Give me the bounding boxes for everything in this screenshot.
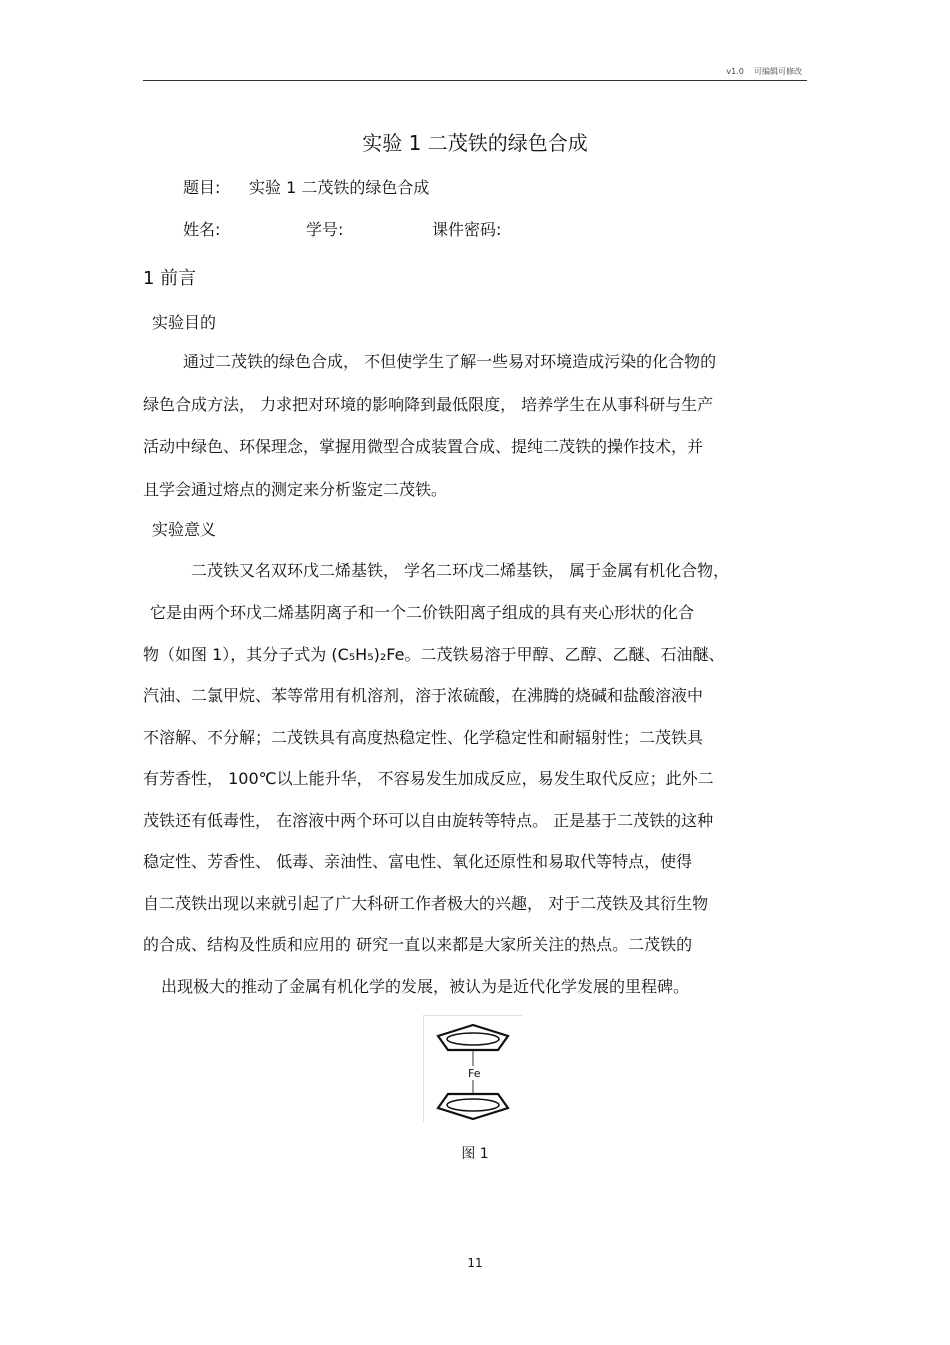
meaning-line-9: 自二茂铁出现以来就引起了广大科研工作者极大的兴趣， 对于二茂铁及其衍生物 [143, 894, 709, 913]
meaning-line-11: 出现极大的推动了金属有机化学的发展，被认为是近代化学发展的里程碑。 [161, 977, 690, 996]
courseware-password-label: 课件密码: [432, 220, 502, 239]
bottom-cyclopentadienyl-ring [438, 1094, 508, 1119]
figure-caption: 图 1 [461, 1146, 489, 1162]
purpose-heading: 实验目的 [152, 313, 217, 332]
ferrocene-diagram [424, 1016, 522, 1122]
meaning-line-7: 茂铁还有低毒性， 在溶液中两个环可以自由旋转等特点。 正是基于二茂铁的这种 [143, 811, 714, 830]
header-note [726, 66, 802, 77]
meaning-line-5: 不溶解、不分解；二茂铁具有高度热稳定性、化学稳定性和耐辐射性；二茂铁具 [143, 728, 704, 747]
meaning-heading: 实验意义 [152, 520, 217, 539]
topic-label: 题目: [183, 178, 221, 197]
meaning-line-6: 有芳香性， 100℃以上能升华， 不容易发生加成反应，易发生取代反应；此外二 [143, 769, 714, 788]
meaning-line-1: 二茂铁又名双环戊二烯基铁， 学名二环戊二烯基铁， 属于金属有机化合物， [191, 561, 730, 580]
ferrocene-structure-figure [423, 1015, 522, 1122]
name-label: 姓名: [183, 220, 221, 239]
topic-value: 实验 1 二茂铁的绿色合成 [249, 178, 430, 197]
section-heading-preface: 1 前言 [143, 268, 197, 289]
meaning-line-3: 物（如图 1），其分子式为 (C₅H₅)₂Fe。二茂铁易溶于甲醇、乙醇、乙醚、石油醚、 [143, 645, 725, 664]
page-number: 11 [467, 1256, 483, 1270]
purpose-line-2: 绿色合成方法， 力求把对环境的影响降到最低限度， 培养学生在从事科研与生产 [143, 395, 714, 414]
header-editable-note: 可编辑可修改 [754, 67, 802, 76]
header-rule [143, 80, 807, 81]
purpose-line-1: 通过二茂铁的绿色合成， 不但使学生了解一些易对环境造成污染的化合物的 [183, 352, 717, 371]
top-cyclopentadienyl-ring [438, 1025, 508, 1050]
purpose-line-4: 且学会通过熔点的测定来分析鉴定二茂铁。 [143, 480, 448, 499]
meaning-line-2: 它是由两个环戊二烯基阴离子和一个二价铁阳离子组成的具有夹心形状的化合 [150, 603, 695, 622]
meaning-line-10: 的合成、结构及性质和应用的 研究一直以来都是大家所关注的热点。二茂铁的 [143, 935, 693, 954]
student-id-label: 学号: [306, 220, 344, 239]
document-title: 实验 1 二茂铁的绿色合成 [362, 131, 588, 155]
meaning-line-8: 稳定性、芳香性、 低毒、亲油性、富电性、氧化还原性和易取代等特点，使得 [143, 852, 693, 871]
iron-atom-label: Fe [468, 1067, 481, 1080]
meaning-line-4: 汽油、二氯甲烷、苯等常用有机溶剂，溶于浓硫酸，在沸腾的烧碱和盐酸溶液中 [143, 686, 704, 705]
header-version: v1.0 [726, 67, 744, 76]
purpose-line-3: 活动中绿色、环保理念，掌握用微型合成装置合成、提纯二茂铁的操作技术，并 [143, 437, 704, 456]
